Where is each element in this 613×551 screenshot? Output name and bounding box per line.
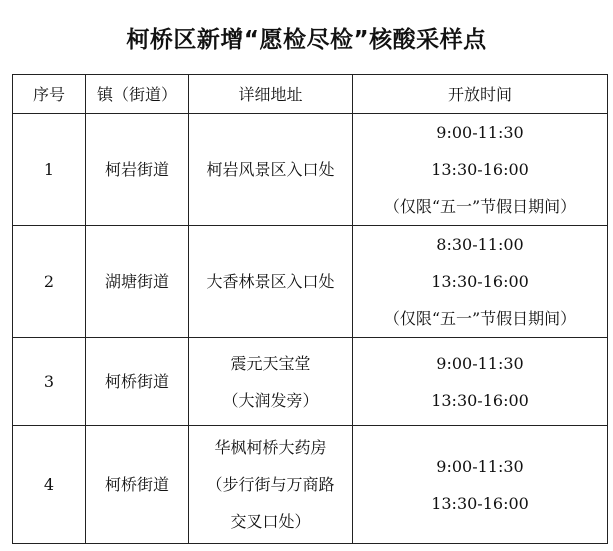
address-line: （步行街与万商路: [206, 475, 335, 494]
hours-line: 13:30-16:00: [431, 390, 529, 410]
address-line: 大香林景区入口处: [206, 272, 335, 291]
hours-note: （仅限“五一”节假日期间）: [383, 309, 577, 328]
cell-hours: [353, 114, 608, 226]
page-title: 柯桥区新增“愿检尽检”核酸采样点: [126, 27, 487, 53]
hours-line: 9:00-11:30: [436, 456, 524, 476]
cell-no: 3: [13, 338, 86, 426]
table-row: [13, 426, 608, 544]
sampling-sites-table: [12, 74, 608, 544]
hours-line: 9:00-11:30: [436, 353, 524, 373]
cell-no: 4: [13, 426, 86, 544]
address-line: 交叉口处）: [230, 512, 311, 531]
table-row: [13, 226, 608, 338]
cell-town: 湖塘街道: [86, 226, 189, 338]
header-hours: 开放时间: [353, 75, 608, 114]
cell-no: 2: [13, 226, 86, 338]
address-line: 震元天宝堂: [230, 353, 311, 373]
hours-line: 8:30-11:00: [436, 235, 524, 254]
cell-hours: [353, 226, 608, 338]
table-header-row: [13, 75, 608, 114]
cell-address: [189, 114, 353, 226]
hours-line: 13:30-16:00: [431, 272, 529, 291]
address-line: 华枫柯桥大药房: [214, 438, 327, 457]
cell-address: [189, 338, 353, 426]
address-line: （大润发旁）: [222, 390, 319, 410]
cell-hours: [353, 338, 608, 426]
cell-no: 1: [13, 114, 86, 226]
cell-hours: [353, 426, 608, 544]
cell-address: [189, 426, 353, 544]
hours-line: 13:30-16:00: [431, 493, 529, 513]
hours-note: （仅限“五一”节假日期间）: [383, 197, 577, 216]
address-line: 柯岩风景区入口处: [206, 160, 335, 179]
table-row: [13, 114, 608, 226]
cell-address: [189, 226, 353, 338]
table-row: [13, 338, 608, 426]
cell-town: 柯岩街道: [86, 114, 189, 226]
hours-line: 9:00-11:30: [436, 123, 524, 142]
cell-town: 柯桥街道: [86, 426, 189, 544]
cell-town: 柯桥街道: [86, 338, 189, 426]
hours-line: 13:30-16:00: [431, 160, 529, 179]
header-town: 镇（街道）: [86, 75, 189, 114]
header-address: 详细地址: [189, 75, 353, 114]
header-no: 序号: [13, 75, 86, 114]
